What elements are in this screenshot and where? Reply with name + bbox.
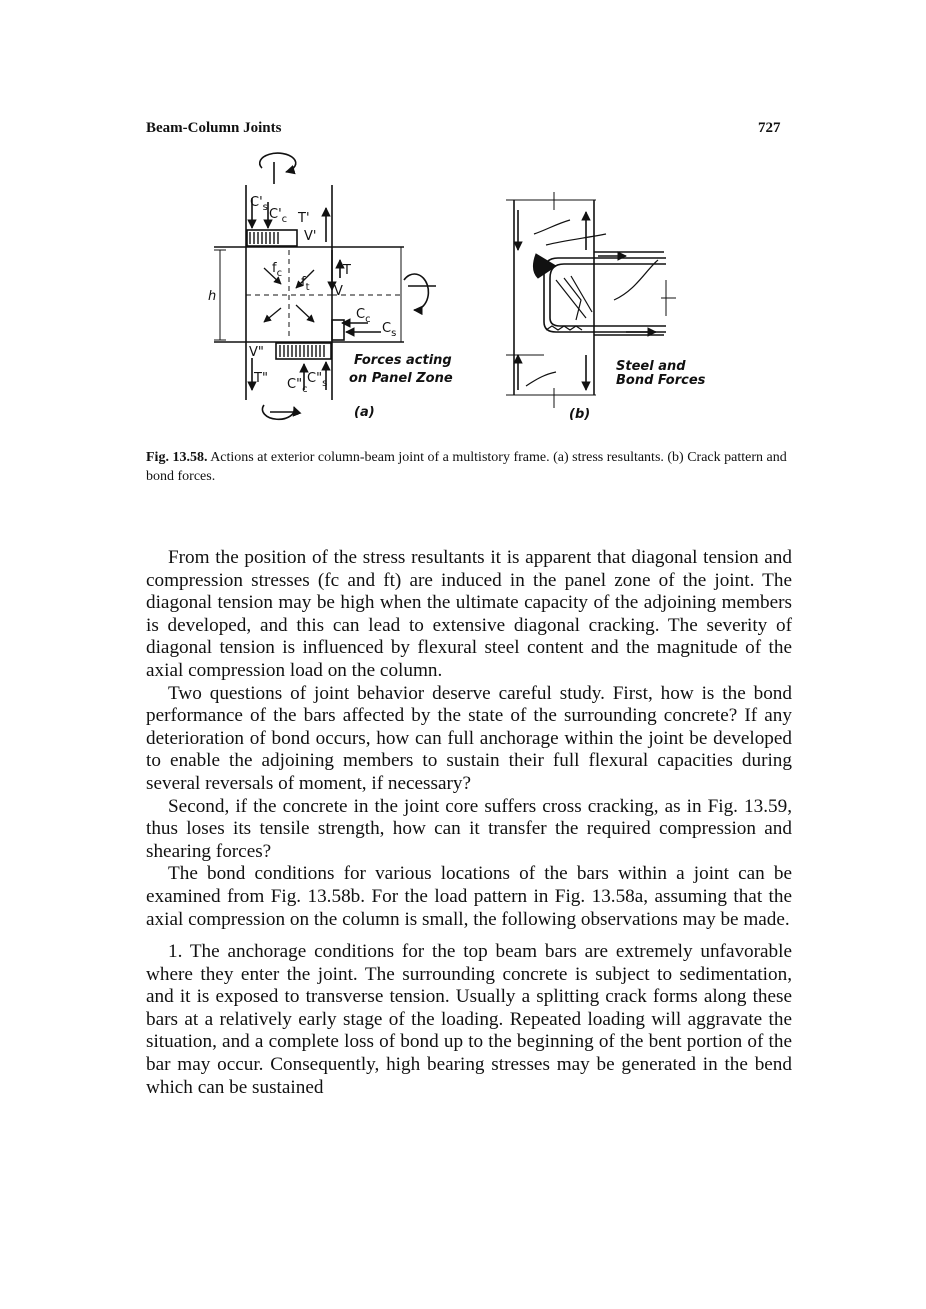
sym-t: T bbox=[343, 263, 351, 278]
annotation-a-line2: on Panel Zone bbox=[349, 371, 453, 386]
sym-cf-top: $C'_c$ bbox=[269, 207, 288, 225]
annotation-b-line2: Bond Forces bbox=[616, 373, 706, 388]
sym-cs-dbl: $C"_s$ bbox=[307, 371, 328, 389]
annotation-a-line1: Forces acting bbox=[354, 353, 452, 368]
sym-cs-dbl-subscript: s bbox=[322, 378, 328, 389]
paragraph-5: 1. The anchorage conditions for the top beam bars are extremely unfavorable where they enter the joint. The surrounding concrete is subject to sedimentation, and it is exposed to transverse tension. Usually a splitting crack forms along these bars at a relatively early stage of the loading. Repeated loading will aggravate the situation, and a complete loss of bond up to the beginning of the bent portion of the bar may occur. Consequently, high bearing stresses may be generated in the bend which can be sustained bbox=[146, 941, 792, 1098]
sym-fc: $f_c$ bbox=[272, 261, 283, 279]
sym-cs-top-subscript: s bbox=[262, 202, 268, 213]
running-title: Beam-Column Joints bbox=[146, 120, 282, 136]
sym-v: V bbox=[334, 284, 343, 299]
panel-a-label: (a) bbox=[354, 405, 375, 420]
paragraph-4: The bond conditions for various locations of the bars within a joint can be examined from Fig. 13.58b. For the load pattern in Fig. 13.58a, assuming that the axial compression on the column is small, the following observations may be made. bbox=[146, 863, 792, 930]
sym-t-prime: T' bbox=[298, 211, 310, 226]
sym-cs: $C_s$ bbox=[382, 321, 397, 339]
paragraph-1: From the position of the stress resultants it is apparent that diagonal tension and compression stresses (fc and ft) are induced in the panel zone of the joint. The diagonal tension may be high when the ultimate capacity of the adjoining members is developed, and this can lead to extensive diagonal cracking. The severity of diagonal tension is influenced by flexural steel content and the magnitude of the axial compression load on the column. bbox=[146, 547, 792, 681]
sym-cc-dbl: $C"_c$ bbox=[287, 377, 308, 395]
paragraph-2: Two questions of joint behavior deserve careful study. First, how is the bond performance of the bars affected by the state of the surrounding concrete? If any deterioration of bond occurs, how can full anchorage within the joint be developed to enable the adjoining members to sustain their full flexural capacities during several reversals of moment, if necessary? bbox=[146, 682, 792, 794]
sym-cs-top: $C'_s$ bbox=[250, 195, 268, 213]
figure-drawing bbox=[146, 150, 786, 440]
sym-cc: $C_c$ bbox=[356, 307, 371, 325]
body-text bbox=[146, 547, 792, 1099]
sym-cs-subscript: s bbox=[391, 328, 397, 339]
annotation-b-line1: Steel and bbox=[616, 359, 686, 374]
caption-label: Fig. 13.58. bbox=[146, 450, 208, 465]
panel-b-label: (b) bbox=[569, 407, 591, 422]
sym-cf-top-subscript: c bbox=[281, 214, 288, 225]
page-number: 727 bbox=[758, 120, 781, 136]
sym-fc-subscript: c bbox=[276, 268, 283, 279]
sym-cc-subscript: c bbox=[365, 314, 371, 325]
caption-text: Actions at exterior column-beam joint of a multistory frame. (a) stress resultants. (b) Crack pattern and bond forces. bbox=[146, 450, 787, 484]
sym-ft: $f_t$ bbox=[301, 275, 310, 293]
sym-t-dbl: T" bbox=[254, 371, 268, 386]
sym-v-prime: V' bbox=[304, 229, 317, 244]
paragraph-3: Second, if the concrete in the joint core suffers cross cracking, as in Fig. 13.59, thus loses its tensile strength, how can it transfer the required compression and shearing forces? bbox=[146, 795, 792, 862]
sym-cc-dbl-subscript: c bbox=[302, 384, 308, 395]
figure-13-58 bbox=[146, 150, 786, 440]
figure-caption bbox=[146, 448, 791, 486]
sym-v-dbl: V" bbox=[249, 345, 264, 360]
sym-h: h bbox=[208, 289, 217, 304]
panel-a-symbols bbox=[208, 195, 453, 420]
sym-ft-subscript: t bbox=[305, 282, 310, 293]
panel-b-labels bbox=[569, 359, 706, 422]
